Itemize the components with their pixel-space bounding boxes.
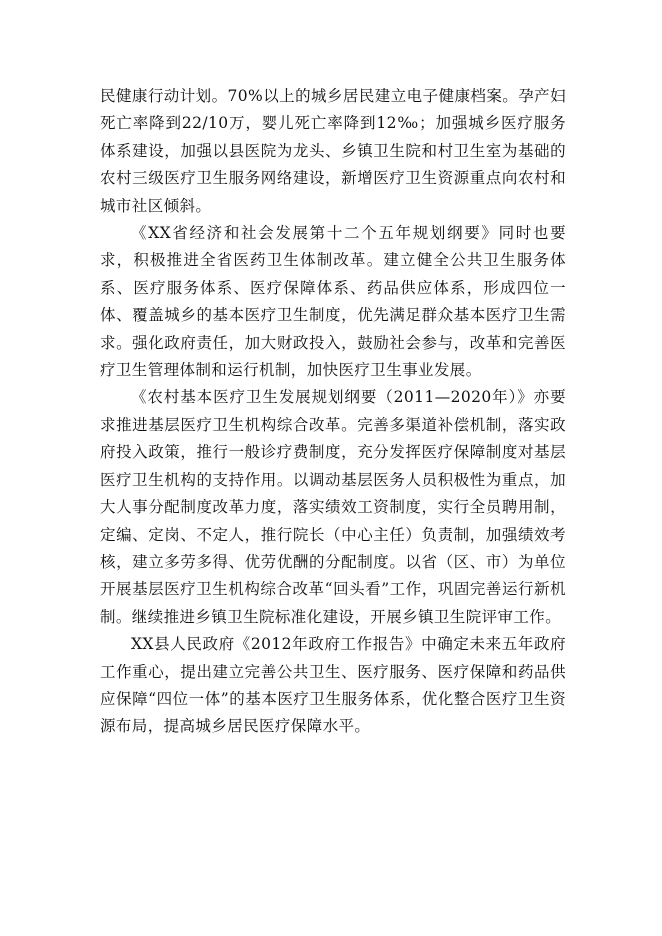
paragraph-health-plan-continuation: 民健康行动计划。70%以上的城乡居民建立电子健康档案。孕产妇死亡率降到22/10万，婴儿死亡率降到12‰；加强城乡医疗服务体系建设，加强以县医院为龙头、乡镇卫生院和村卫生室为基础的农村三级医疗卫生服务网络建设，新增医疗卫生资源重点向农村和城市社区倾斜。: [100, 87, 566, 215]
paragraph-rural-healthcare-plan: 《农村基本医疗卫生发展规划纲要（2011—2020年）》亦要求推进基层医疗卫生机构综合改革。完善多渠道补偿机制，落实政府投入政策，推行一般诊疗费制度，充分发挥医疗保障制度对基层医疗卫生机构的支持作用。以调动基层医务人员积极性为重点，加大人事分配制度改革力度，落实绩效工资制度，实行全员聘用制，定编、定岗、不定人，推行院长（中心主任）负责制，加强绩效考核，建立多劳多得、优劳优酬的分配制度。以省（区、市）为单位开展基层医疗卫生机构综合改革“回头看”工作，巩固完善运行新机制。继续推进乡镇卫生院标准化建设，开展乡镇卫生院评审工作。: [100, 388, 566, 626]
paragraph-county-government-report: XX县人民政府《2012年政府工作报告》中确定未来五年政府工作重心，提出建立完善公共卫生、医疗服务、医疗保障和药品供应保障“四位一体”的基本医疗卫生服务体系，优化整合医疗卫生资源布局，提高城乡居民医疗保障水平。: [100, 635, 566, 736]
document-body: [100, 83, 566, 741]
paragraph-provincial-five-year-plan: 《XX省经济和社会发展第十二个五年规划纲要》同时也要求，积极推进全省医药卫生体制改革。建立健全公共卫生服务体系、医疗服务体系、医疗保障体系、药品供应体系，形成四位一体、覆盖城乡的基本医疗卫生制度，优先满足群众基本医疗卫生需求。强化政府责任，加大财政投入，鼓励社会参与，改革和完善医疗卫生管理体制和运行机制，加快医疗卫生事业发展。: [100, 224, 566, 380]
